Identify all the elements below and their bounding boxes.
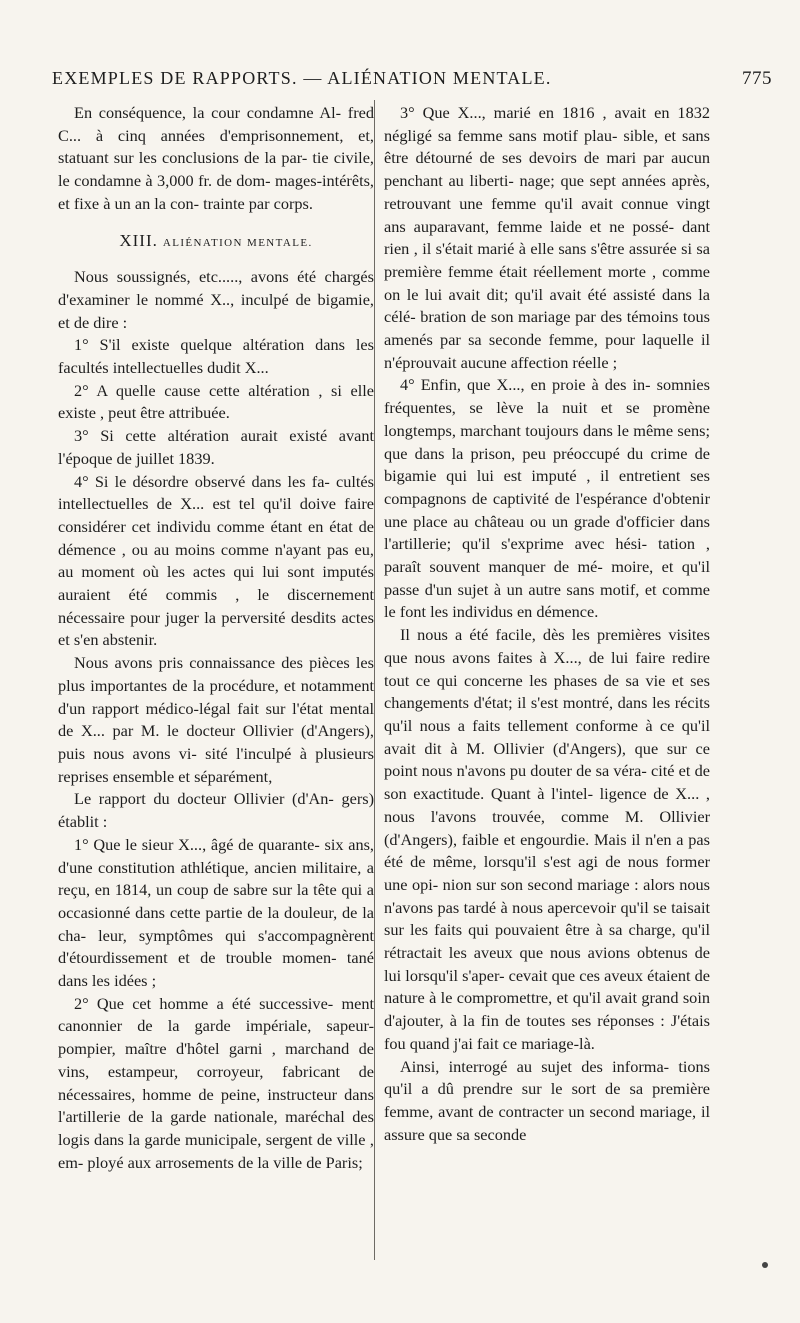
ink-dot [762,1262,768,1268]
finding-item: 3° Que X..., marié en 1816 , avait en 1832 négligé sa femme sans motif plau- sible, et sans être détourné de ses devoirs de mari par aucun penchant au liberti- nage; que sept années après, retrouvant une femme qu'il avait connue vingt ans auparavant, femme laide et ne possé- dant rien , il s'était marié à elle sans s'être assurée si sa première femme était réellement morte , comme on le lui avait dit; qu'il avait été assisté dans la célé- bration de son mariage par des témoins tous amenés par sa seconde femme, pour laquelle il n'éprouvait aucune affection réelle ; [384,103,710,372]
finding-item: 1° Que le sieur X..., âgé de quarante- six ans, d'une constitution athlétique, ancien militaire, a reçu, en 1814, un coup de sabre sur la tête qui a occasionné dans cette partie de la douleur, de la cha- leur, symptômes qui s'accompagnèrent d'étourdissement et de trouble momen- tané dans les idées ; [58,834,374,991]
section-number: XIII. [119,230,158,250]
right-column [384,102,710,1146]
question-item: 1° S'il existe quelque altération dans les facultés intellectuelles dudit X... [58,335,374,378]
question-item: 2° A quelle cause cette altération , si elle existe , peut être attribuée. [58,380,374,423]
paragraph: Ainsi, interrogé au sujet des informa- tions qu'il a dû prendre sur le sort de sa première femme, avant de contracter un second mariage, il assure que sa seconde [384,1056,710,1144]
section-title: ALIÉNATION MENTALE. [162,236,313,249]
question-item: 3° Si cette altération aurait existé avant l'époque de juillet 1839. [58,426,374,468]
paragraph: Il nous a été facile, dès les premières visites que nous avons faites à X..., de lui faire redire tout ce qui concerne les phases de sa vie et ses changements d'état; il s'est montré, dans les récits qu'il nous a faits tellement conforme à ce qu'il avait dit à M. Ollivier (d'Angers), que sur ce point nous n'avons pu douter de sa véra- cité et de son exactitude. Quant à l'intel- ligence de X... , nous l'avons trouvée, comme M. Ollivier (d'Angers), faible et engourdie. Mais il n'en a pas été de même, lorsqu'il s'est agi de nous former une opi- nion sur son second mariage : alors nous n'avons pas tardé à nous apercevoir qu'il se taisait sur les faits qui pouvaient être à sa charge, qu'il rétractait les aveux que nous avions obtenus de lui lorsqu'il s'aper- cevait que ces aveux étaient de nature à le compromettre, et qu'il avait grand soin d'ajouter, à la fin de toutes ses réponses : J'étais fou quand j'ai fait ce mariage-là. [384,625,710,1053]
page-number: 775 [742,68,772,89]
running-title: EXEMPLES DE RAPPORTS. — ALIÉNATION MENTALE. [52,68,552,88]
section-heading [58,230,374,255]
column-divider [374,100,375,1260]
left-column [58,102,374,1174]
paragraph: Le rapport du docteur Ollivier (d'An- gers) établit : [58,789,374,832]
paragraph: Nous soussignés, etc....., avons été chargés d'examiner le nommé X.., inculpé de bigamie, et de dire : [58,267,374,332]
question-item: 4° Si le désordre observé dans les fa- cultés intellectuelles de X... est tel qu'il doive faire considérer cet individu comme étant en état de démence , ou au moins comme n'ayant pas eu, au moment où les actes qui lui sont imputés auraient été commis , le discernement nécessaire pour juger la perversité desdits actes et s'en abstenir. [58,471,374,650]
paragraph: En conséquence, la cour condamne Al- fred C... à cinq années d'emprisonnement, et, statuant sur les conclusions de la par- tie civile, le condamne à 3,000 fr. de dom- mages-intérêts, et fixe à un an la con- trainte par corps. [58,103,374,213]
paragraph: Nous avons pris connaissance des pièces les plus importantes de la procédure, et notamment d'un rapport médico-légal fait sur l'état mental de X... par M. le docteur Ollivier (d'Angers), puis nous avons vi- sité l'inculpé à plusieurs reprises ensemble et séparément, [58,653,374,786]
finding-item: 4° Enfin, que X..., en proie à des in- somnies fréquentes, se lève la nuit et se promène longtemps, marchant toujours dans le même sens; que dans la prison, peu préoccupé du crime de bigamie qui lui est imputé , il entretient ses compagnons de captivité de l'espérance d'obtenir une place au château ou un grade d'officier dans l'artillerie; qu'il s'exprime avec hési- tation , paraît souvent manquer de mé- moire, et qu'il passe d'un sujet à un autre sans motif, et comme le font les individus en démence. [384,375,710,622]
running-head [52,68,772,94]
finding-item: 2° Que cet homme a été successive- ment canonnier de la garde impériale, sapeur-pompier, maître d'hôtel garni , marchand de vins, estampeur, corroyeur, fabricant de nécessaires, homme de peine, instructeur dans l'artillerie de la garde nationale, maréchal des logis dans la garde municipale, sergent de ville , em- ployé aux arrosements de la ville de Paris; [58,993,374,1172]
